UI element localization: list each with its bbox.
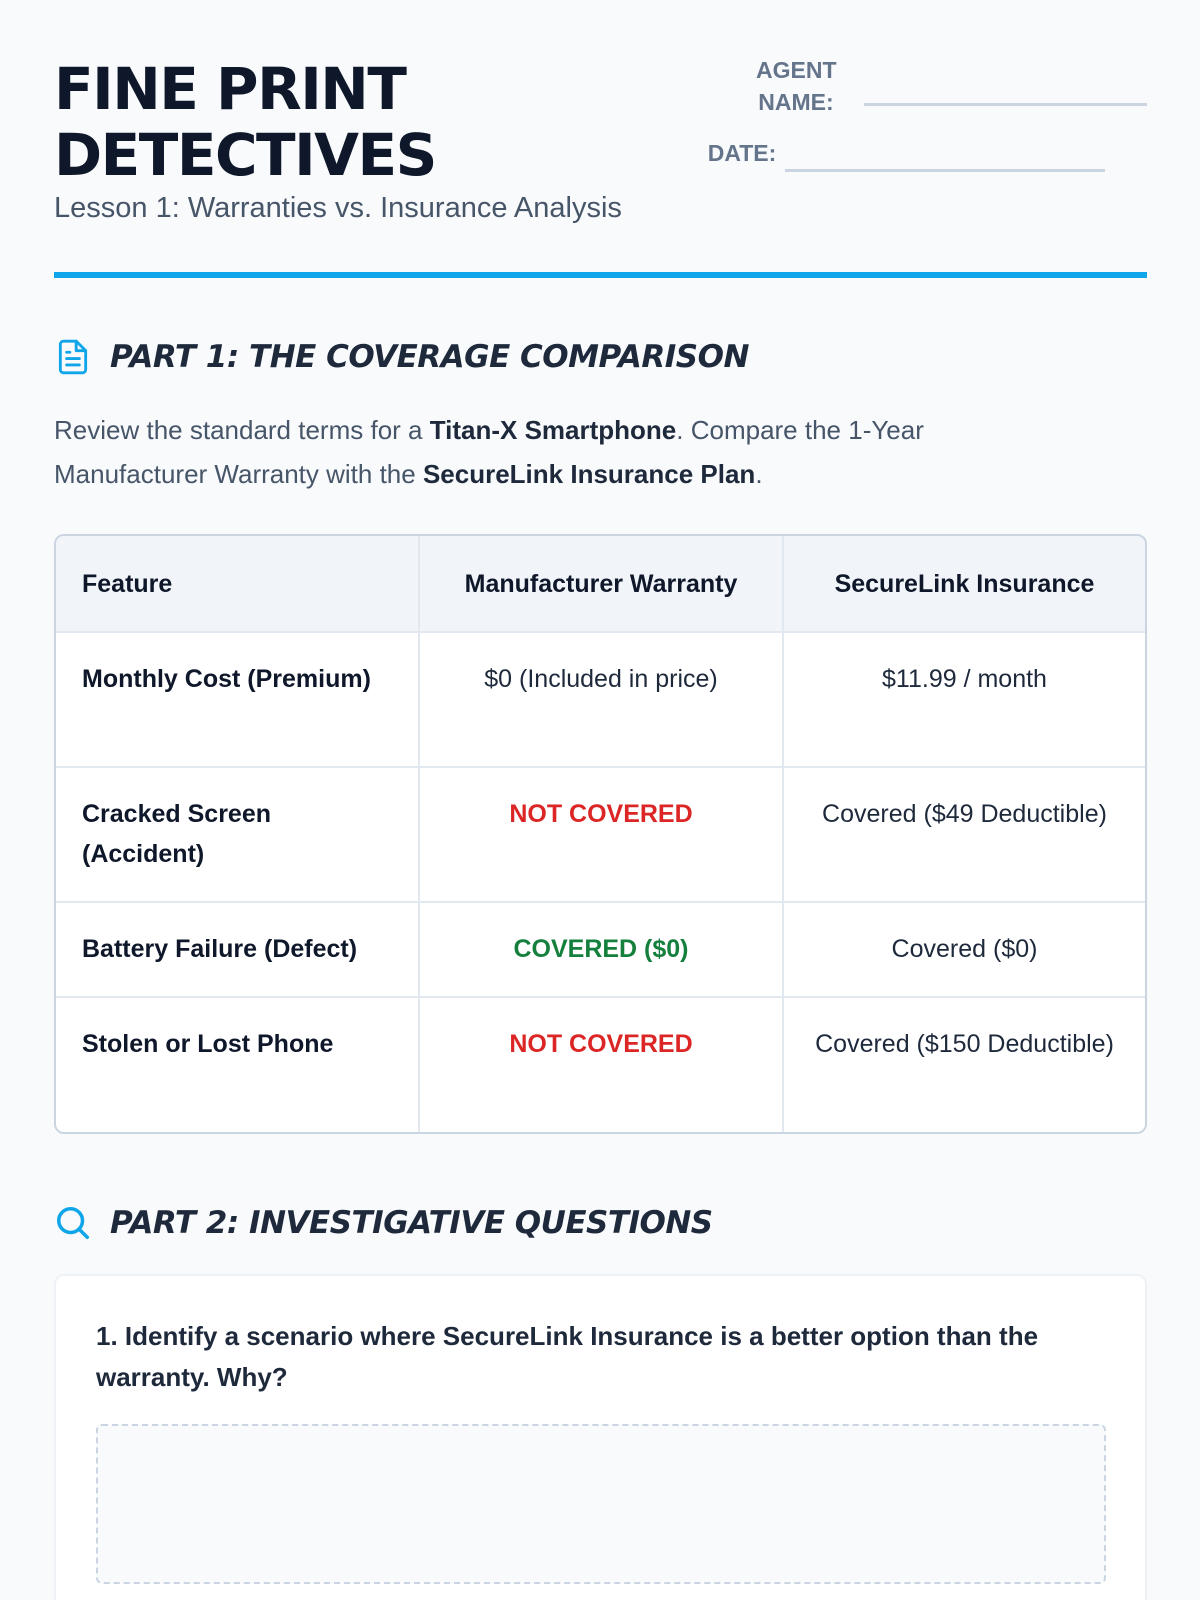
intro-text-3: . — [755, 459, 763, 489]
coverage-table — [54, 534, 1147, 1134]
agent-name-label: AGENT NAME: — [756, 57, 837, 115]
column-header-warranty: Manufacturer Warranty — [419, 536, 783, 632]
header-divider — [54, 272, 1147, 278]
feature-cell: Battery Failure (Defect) — [56, 902, 419, 997]
title-line-1: FINE PRINT — [54, 55, 406, 123]
question-card — [54, 1274, 1147, 1600]
insurance-cell: $11.99 / month — [783, 632, 1145, 767]
warranty-cell: NOT COVERED — [419, 997, 783, 1132]
warranty-cell: $0 (Included in price) — [419, 632, 783, 767]
title-line-2: DETECTIVES — [54, 121, 436, 189]
table-row — [56, 632, 1145, 767]
intro-text-2: . Compare the 1-Year Manufacturer Warranty with the — [54, 415, 924, 489]
answer-input[interactable] — [96, 1424, 1106, 1584]
date-label: DATE: — [707, 140, 777, 166]
part1-heading-text: PART 1: THE COVERAGE COMPARISON — [110, 339, 749, 375]
agent-name-field[interactable] — [864, 103, 1147, 106]
column-header-feature: Feature — [56, 536, 419, 632]
worksheet-header — [54, 0, 1147, 280]
column-header-insurance: SecureLink Insurance — [783, 536, 1145, 632]
worksheet-page — [54, 0, 1147, 1392]
date-field[interactable] — [785, 169, 1105, 172]
table-row — [56, 997, 1145, 1132]
part1-intro — [54, 408, 1054, 496]
part2-heading — [54, 1204, 713, 1242]
table-row — [56, 902, 1145, 997]
insurance-cell: Covered ($49 Deductible) — [783, 767, 1145, 902]
part2-heading-text: PART 2: INVESTIGATIVE QUESTIONS — [110, 1205, 713, 1241]
lesson-subtitle: Lesson 1: Warranties vs. Insurance Analysis — [54, 192, 622, 224]
document-icon — [54, 338, 92, 376]
intro-text-1: Review the standard terms for a — [54, 415, 430, 445]
intro-plan: SecureLink Insurance Plan — [422, 459, 756, 489]
insurance-cell: Covered ($150 Deductible) — [815, 1030, 1114, 1058]
feature-cell: Cracked Screen (Accident) — [56, 767, 419, 902]
warranty-cell: NOT COVERED — [419, 767, 783, 902]
page-title — [54, 56, 436, 188]
warranty-cell: COVERED ($0) — [419, 902, 783, 997]
feature-cell: Monthly Cost (Premium) — [56, 632, 419, 767]
table-row — [56, 767, 1145, 902]
question-text: 1. Identify a scenario where SecureLink Insurance is a better option than the warranty. Why? — [96, 1321, 1039, 1392]
table-header-row — [56, 536, 1145, 632]
feature-cell: Stolen or Lost Phone — [56, 997, 419, 1132]
insurance-cell: Covered ($0) — [783, 902, 1145, 997]
intro-product: Titan-X Smartphone — [429, 415, 677, 445]
search-icon — [54, 1204, 92, 1242]
part1-heading — [54, 338, 749, 376]
